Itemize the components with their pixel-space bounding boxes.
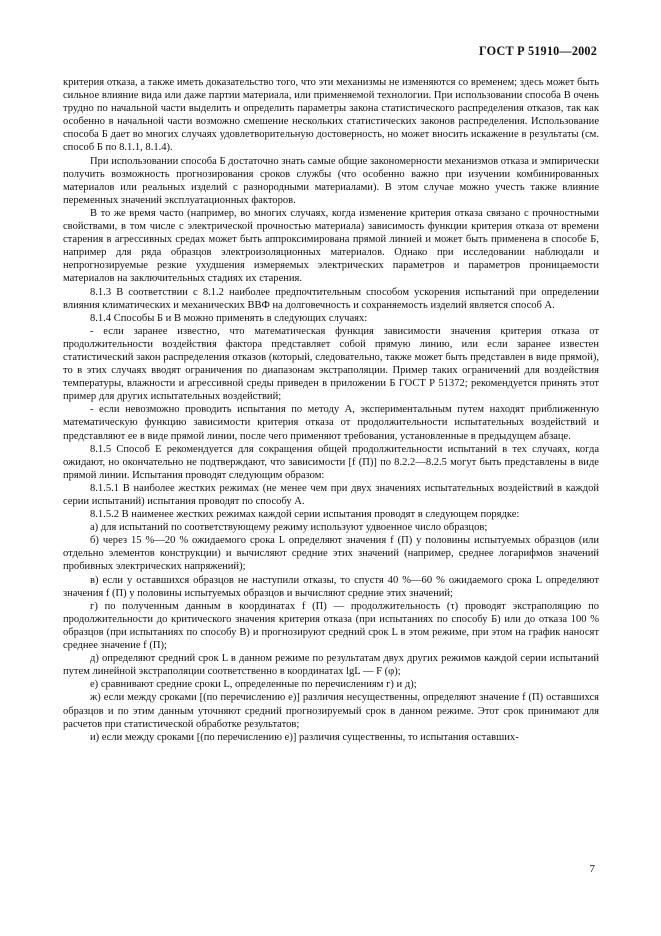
list-item: д) определяют средний срок L в данном режиме по результатам двух других режимов каждой серии испытаний путем линейной экстраполяции соответственно в координатах lgL — F (φ);	[63, 653, 599, 678]
list-item: - если невозможно проводить испытания по методу А, экспериментальным путем находят приближенную математическую функцию зависимости критерия отказа от продолжительности испытательных воздействий и представляют ее в виде прямой линии, после чего применяют требования, установленные в предыдущем абзаце.	[63, 404, 599, 442]
list-item: и) если между сроками [(по перечислению е)] различия существенны, то испытания оставших-	[90, 731, 519, 743]
list-item: е) сравнивают средние сроки L, определенные по перечислениям г) и д);	[90, 679, 417, 691]
standard-header: ГОСТ Р 51910—2002	[479, 44, 597, 58]
clause-8-1-5-1: 8.1.5.1 В наиболее жестких режимах (не менее чем при двух значениях испытательных воздействий в каждой серии испытаний) испытания проводят по способу А.	[63, 482, 599, 507]
clause-8-1-3: 8.1.3 В соответствии с 8.1.2 наиболее предпочтительным способом ускорения испытаний при определении влияния климатических и механических ВВФ на долговечность и сохраняемость изделий является способ А.	[63, 286, 599, 311]
document-body	[63, 76, 599, 744]
list-item: г) по полученным данным в координатах f (П) — продолжительность (τ) проводят экстраполяцию по продолжительности до критического значения критерия отказа (при испытаниях по способу Б) или до отказа 100 % образцов (при испытаниях по способу В) и прогнозируют средний срок L в этом режиме, при этом на график наносят среднее значение f (П);	[63, 600, 599, 652]
clause-8-1-4: 8.1.4 Способы Б и В можно применять в следующих случаях:	[90, 312, 368, 324]
list-item: в) если у оставшихся образцов не наступили отказы, то спустя 40 %—60 % ожидаемого срока L определяют значения f (П) у половины испытуемых образцов и вычисляют средние этих значений;	[63, 574, 599, 599]
paragraph: критерия отказа, а также иметь доказательство того, что эти механизмы не изменяются со временем; здесь может быть сильное влияние вида или даже партии материала, или применяемой технологии. При использовании способа В очень трудно по начальной части выделить и определить параметры закона статистического распределения отказов, так как особенно в начальной части возможно смешение нескольких статистических законов распределения. Использование способа Б дает во многих случаях удовлетворительную достоверность, но может вносить искажение в результаты (см. способ Б по 8.1.1, 8.1.4).	[63, 77, 599, 154]
list-item: а) для испытаний по соответствующему режиму используют удвоенное число образцов;	[90, 522, 488, 534]
paragraph: При использовании способа Б достаточно знать самые общие закономерности механизмов отказа и эмпирически получить возможность прогнозирования сроков службы (что особенно важно при изучении комбинированных материалов или реальных изделий с разнородными материалами). В этом случае можно учесть также влияние переменных значений эксплуатационных факторов.	[63, 155, 599, 206]
list-item: - если заранее известно, что математическая функция зависимости значения критерия отказа от продолжительности воздействия фактора представляет собой прямую линию, или если заранее известен статистический закон распределения отказов (который, следовательно, также может быть представлен в виде прямой), то в этих случаях вводят ограничения по диапазонам экстраполяции. Пример таких ограничений для воздействия температуры, влажности и агрессивной среды приведен в приложении Б ГОСТ Р 51372; рекомендуется принять этот пример для других испытательных воздействий;	[63, 325, 599, 403]
list-item: ж) если между сроками [(по перечислению е)] различия несущественны, определяют значение f (П) оставшихся образцов и по этим данным уточняют средний прогнозируемый срок в данном режиме. Этот срок принимают для расчетов при статистической обработке результатов;	[63, 692, 599, 730]
list-item: б) через 15 %—20 % ожидаемого срока L определяют значения f (П) у половины испытуемых образцов (или отдельно элементов конструкции) и вычисляют средние этих значений (например, среднее логарифмов значений пробивных электрических напряжений);	[63, 535, 599, 573]
clause-8-1-5: 8.1.5 Способ Е рекомендуется для сокращения общей продолжительности испытаний в тех случаях, когда ожидают, но окончательно не подтверждают, что зависимости [f (П)] по 8.2.2—8.2.5 могут быть представлены в виде прямой линии. Испытания проводят следующим образом:	[63, 443, 599, 481]
paragraph: В то же время часто (например, во многих случаях, когда изменение критерия отказа связано с прочностными свойствами, в том числе с электрической прочностью материала) зависимость функции критерия отказа от времени старения в агрессивных средах может быть аппроксимирована прямой линией и может быть применена в способе Б, например для ряда образцов электроизоляционных материалов. Однако при исследовании наблюдали и непрогнозируемые резкие ухудшения измеряемых электрических параметров и параметров проницаемости материалов на заключительных стадиях их старения.	[63, 207, 599, 285]
page-number: 7	[589, 863, 595, 875]
clause-8-1-5-2: 8.1.5.2 В наименее жестких режимах каждой серии испытания проводят в следующем порядке:	[90, 509, 520, 521]
